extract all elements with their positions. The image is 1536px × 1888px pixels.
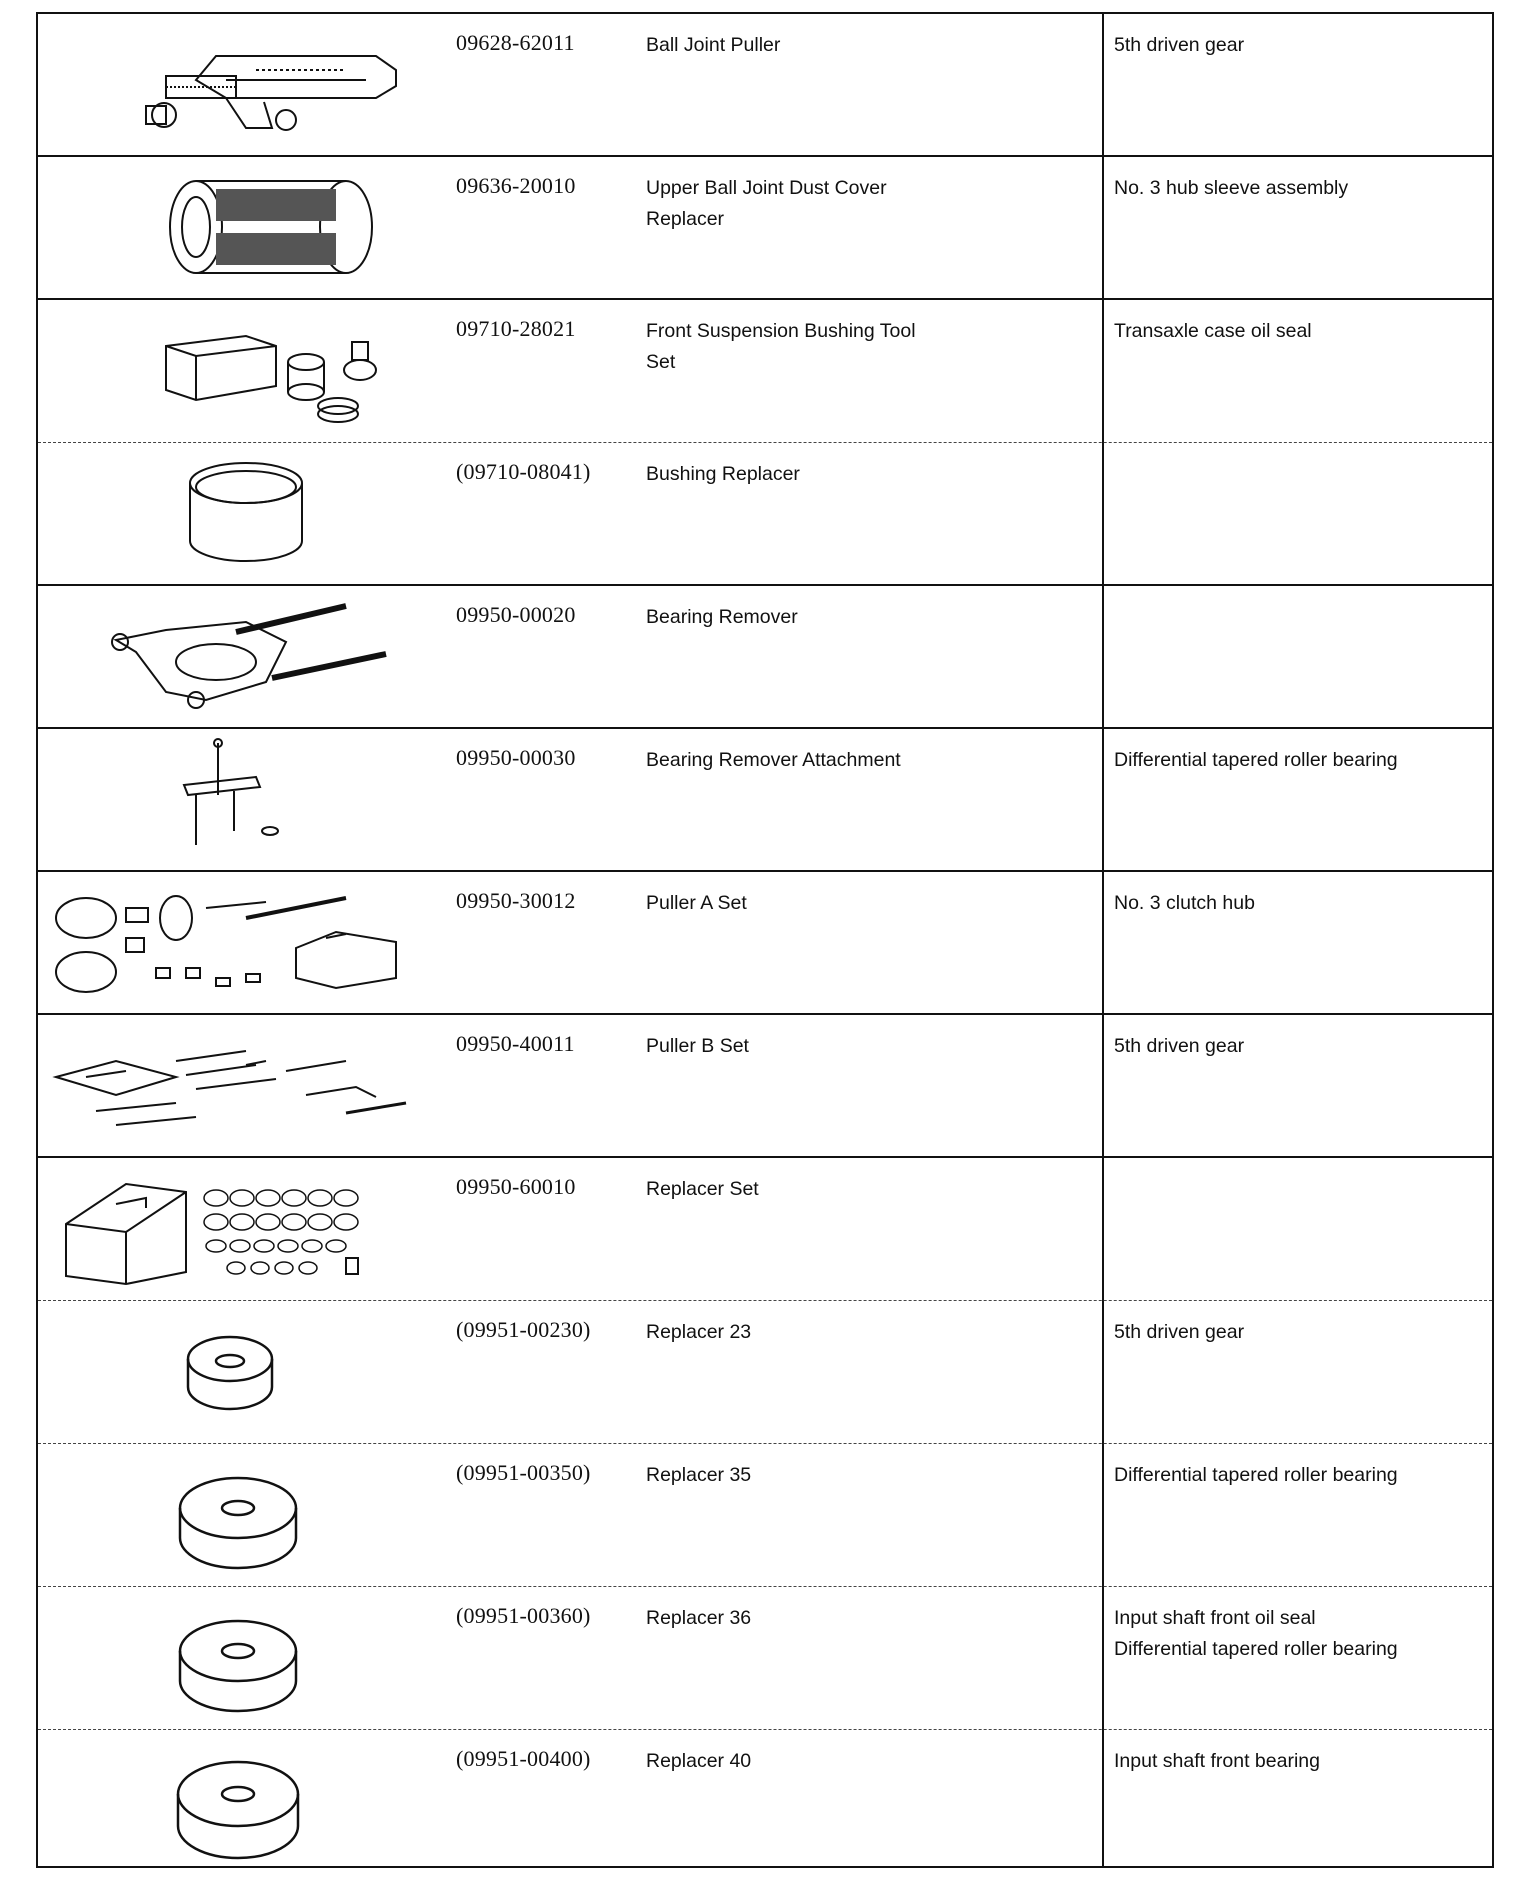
tool-use-line: Differential tapered roller bearing (1114, 749, 1398, 771)
dust-cover-replacer-illustration (46, 163, 456, 291)
part-number: (09710-08041) (456, 459, 591, 484)
tool-name-line: Replacer (646, 208, 725, 230)
table-row (38, 1587, 1492, 1730)
tool-name-line: Puller B Set (646, 1035, 749, 1057)
tool-use-line: Differential tapered roller bearing (1114, 1464, 1398, 1486)
tool-name (646, 888, 1066, 919)
bushing-tool-set-illustration (46, 306, 456, 434)
tool-name-line: Set (646, 351, 676, 373)
part-number: 09950-00020 (456, 602, 576, 627)
tool-name (646, 1031, 1066, 1062)
tool-use (1114, 30, 1484, 61)
tool-name-line: Replacer 35 (646, 1464, 752, 1486)
part-number: 09950-00030 (456, 745, 576, 770)
part-number: 09636-20010 (456, 173, 576, 198)
part-number: 09710-28021 (456, 316, 576, 341)
tool-name (646, 602, 1066, 633)
tool-name-line: Bearing Remover Attachment (646, 749, 901, 771)
tool-name (646, 459, 1066, 490)
tool-use-line: 5th driven gear (1114, 1035, 1245, 1057)
tool-use-line: 5th driven gear (1114, 1321, 1245, 1343)
tool-use (1114, 1031, 1484, 1062)
puller-b-set-illustration (46, 1021, 456, 1149)
tool-use-line: Transaxle case oil seal (1114, 320, 1312, 342)
tool-name-line: Replacer Set (646, 1178, 759, 1200)
tool-name (646, 745, 1066, 776)
tool-use-line: No. 3 hub sleeve assembly (1114, 177, 1349, 199)
tool-use-line: Input shaft front oil seal (1114, 1607, 1316, 1629)
tool-name (646, 173, 1066, 235)
table-row (38, 1015, 1492, 1158)
tool-name-line: Replacer 23 (646, 1321, 752, 1343)
tool-use (1114, 1460, 1484, 1491)
tool-name (646, 1746, 1066, 1777)
tool-use (1114, 316, 1484, 347)
tool-name (646, 1174, 1066, 1205)
tool-name-line: Replacer 40 (646, 1750, 752, 1772)
part-number: 09950-40011 (456, 1031, 575, 1056)
table-row (38, 872, 1492, 1015)
tool-name (646, 1317, 1066, 1348)
part-number: (09951-00230) (456, 1317, 591, 1342)
part-number: (09951-00360) (456, 1603, 591, 1628)
table-row (38, 1301, 1492, 1444)
bushing-replacer-illustration (46, 449, 456, 577)
tool-use (1114, 1317, 1484, 1348)
tool-name (646, 316, 1066, 378)
tool-name-line: Bushing Replacer (646, 463, 800, 485)
table-row (38, 586, 1492, 729)
tool-name (646, 30, 1066, 61)
replacer-35-illustration (46, 1450, 456, 1578)
part-number: (09951-00350) (456, 1460, 591, 1485)
tool-use (1114, 173, 1484, 204)
ball-joint-puller-illustration (46, 20, 456, 148)
bearing-remover-illustration (46, 592, 456, 720)
tool-name-line: Front Suspension Bushing Tool (646, 320, 916, 342)
tool-use-line: 5th driven gear (1114, 34, 1245, 56)
tool-use-line: Input shaft front bearing (1114, 1750, 1320, 1772)
part-number: (09951-00400) (456, 1746, 591, 1771)
part-number: 09628-62011 (456, 30, 575, 55)
replacer-23-illustration (46, 1307, 456, 1435)
tool-use (1114, 1603, 1484, 1665)
puller-a-set-illustration (46, 878, 456, 1006)
tool-name-line: Bearing Remover (646, 606, 798, 628)
tool-use (1114, 1746, 1484, 1777)
table-row (38, 443, 1492, 586)
special-service-tools-table (36, 12, 1494, 1868)
table-row (38, 300, 1492, 443)
tool-use-line: Differential tapered roller bearing (1114, 1638, 1398, 1660)
tool-name-line: Puller A Set (646, 892, 747, 914)
replacer-40-illustration (46, 1736, 456, 1864)
tool-name-line: Upper Ball Joint Dust Cover (646, 177, 887, 199)
table-row (38, 729, 1492, 872)
table-row (38, 157, 1492, 300)
table-row (38, 1444, 1492, 1587)
tool-name-line: Ball Joint Puller (646, 34, 781, 56)
tool-name (646, 1603, 1066, 1634)
table-row (38, 1730, 1492, 1873)
tool-name (646, 1460, 1066, 1491)
tool-use (1114, 888, 1484, 919)
part-number: 09950-60010 (456, 1174, 576, 1199)
tool-use-line: No. 3 clutch hub (1114, 892, 1255, 914)
tool-name-line: Replacer 36 (646, 1607, 752, 1629)
replacer-set-illustration (46, 1164, 456, 1292)
table-row (38, 14, 1492, 157)
replacer-36-illustration (46, 1593, 456, 1721)
bearing-remover-attachment-illustration (46, 735, 456, 863)
part-number: 09950-30012 (456, 888, 576, 913)
table-row (38, 1158, 1492, 1301)
tool-use (1114, 745, 1484, 776)
